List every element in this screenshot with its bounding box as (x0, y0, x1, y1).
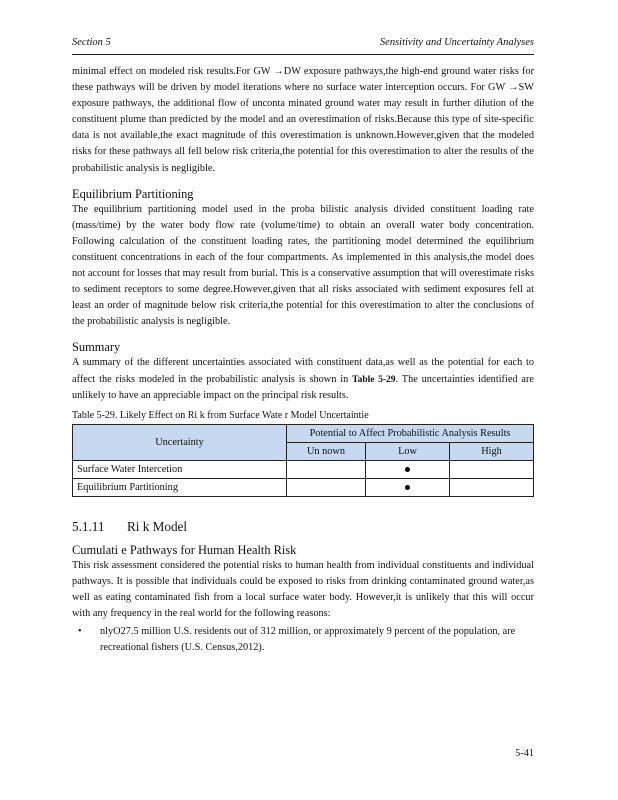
table-reference: Table 5-29 (352, 374, 396, 385)
table-row (73, 478, 534, 496)
bullet-dot-icon (405, 485, 410, 490)
low-cell (366, 478, 450, 496)
bullet-marker: • (78, 626, 82, 638)
list-item (72, 624, 534, 656)
page-body (72, 64, 534, 656)
row-label: Equilibrium Partitioning (73, 478, 287, 496)
summary-paragraph (72, 355, 534, 403)
uncertainty-table (72, 424, 534, 497)
unknown-cell (287, 460, 366, 478)
bullet-text: nlyO27.5 million U.S. residents out of 312 million, or approximately 9 percent of the population, are recreational fishers (U.S. Census,2012). (100, 626, 516, 654)
header-rule (72, 54, 534, 55)
header-section: Section 5 (72, 37, 111, 48)
summary-heading: Summary (72, 340, 121, 355)
section-number: 5.1.11 (72, 518, 105, 534)
running-header (72, 37, 534, 51)
equilibrium-paragraph: The equilibrium partitioning model used in the proba bilistic analysis divided constituent loading rate (mass/time) by the water body flow rate (volume/time) to obtain an overall water body concentration. Following calculation of the constituent loading rates, the partitioning model determined the equilibrium constituent concentrations in each of the four compartments. As implemented in this analysis,the model does not account for losses that may result from burial. This is a conservative assumption that will overestimate risks to sediment receptors to some degree.However,given that all risks associated with sediment exposures fell at least an order of magnitude below risk criteria,the potential for this overestimation to alter the conclusions of the probabilistic analysis is negligible. (72, 203, 534, 328)
table-row (73, 460, 534, 478)
col-header-high: High (450, 442, 534, 460)
page-number: 5-41 (515, 748, 534, 759)
col-header-potential: Potential to Affect Probabilistic Analysis Results (287, 424, 534, 442)
section-title: Ri k Model (127, 518, 188, 534)
low-cell (366, 460, 450, 478)
equilibrium-heading: Equilibrium Partitioning (72, 186, 194, 201)
header-title: Sensitivity and Uncertainty Analyses (379, 37, 534, 48)
high-cell (450, 478, 534, 496)
summary-text-a: A summary of the different uncertainties associated with constituent data,as well as the potential for each to affect the risks modeled in the probabilistic analysis is shown in (72, 357, 534, 385)
summary-text-b: . The uncertainties identified are unlikely to have an appreciable impact on the principal risk results. (72, 373, 534, 401)
unknown-cell (287, 478, 366, 496)
high-cell (450, 460, 534, 478)
risk-model-paragraph: This risk assessment considered the potential risks to human health from individual constituents and individual pathways. It is possible that individuals could be exposed to risks from drinking contaminated ground water,as well as eating contaminated fish from a local surface water body. However,it is unlikely that this will occur with any frequency in the real world for the following reasons: (72, 559, 534, 619)
col-header-unknown: Un nown (287, 442, 366, 460)
section-heading (72, 519, 534, 535)
cumulative-heading: Cumulati e Pathways for Human Health Risk (72, 542, 297, 557)
table-caption: Table 5-29. Likely Effect on Ri k from Surface Wate r Model Uncertaintie (72, 409, 369, 421)
col-header-low: Low (366, 442, 450, 460)
row-label: Surface Water Intercetion (73, 460, 287, 478)
intro-paragraph: minimal effect on modeled risk results.For GW →DW exposure pathways,the high-end ground water risks for these pathways will be driven by model iterations where no surface water interception occurs. For GW →SW exposure pathways, the additional flow of unconta minated ground water may result in further dilution of the constituent plume than predicted by the model and an overestimation of risks.Because this type of site-specific data is not available,the exact magnitude of this overestimation is unknown.However,given that the modeled risks for these pathways all fell below risk criteria,the potential for this overestimation to alter the results of the probabilistic analysis is negligible. (72, 66, 534, 174)
bullet-dot-icon (405, 467, 410, 472)
col-header-uncertainty: Uncertainty (73, 424, 287, 460)
